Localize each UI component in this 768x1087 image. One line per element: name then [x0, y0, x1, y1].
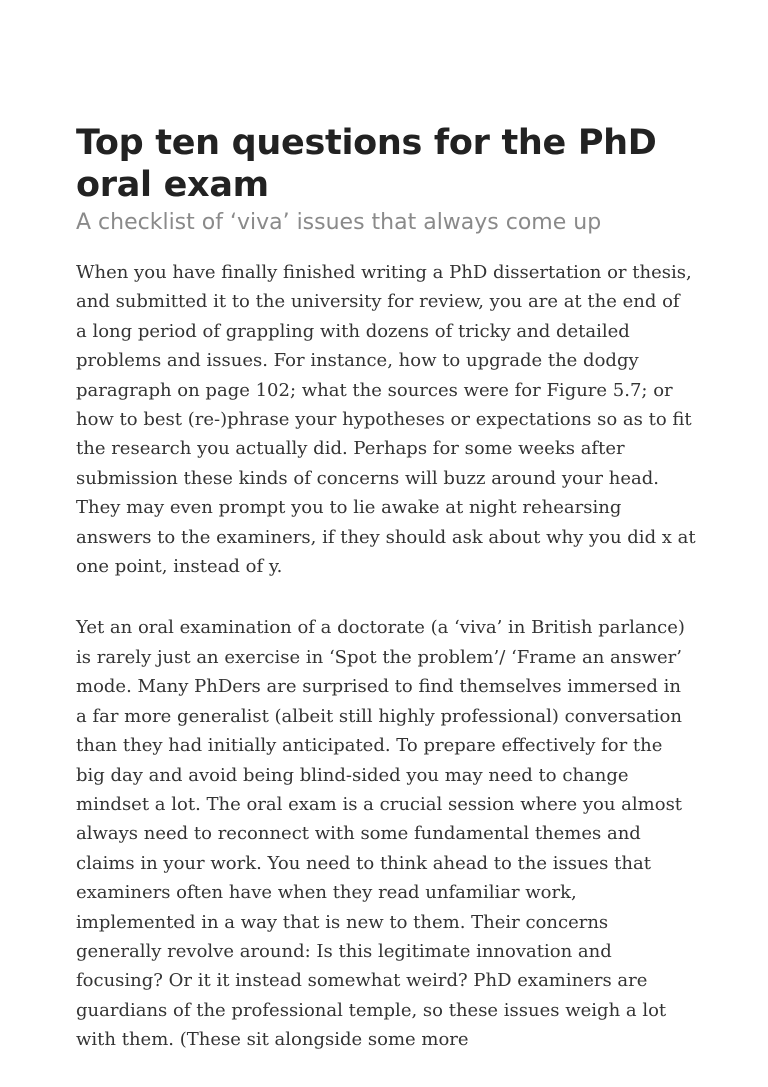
body-paragraph: When you have finally finished writing a PhD dissertation or thesis, and submitted it to the university for review, you are at the end of a long period of grappling with dozens of tricky and detailed problems and issues. For instance, how to upgrade the dodgy paragraph on page 102; what the sources were for Figure 5.7; or how to best (re-)phrase your hypotheses or expectations so as to fit the research you actually did. Perhaps for some weeks after submission these kinds of concerns will buzz around your head. They may even prompt you to lie awake at night rehearsing answers to the examiners, if they should ask about why you did x at one point, instead of y. — [76, 262, 696, 578]
article-body — [76, 258, 696, 1055]
article — [76, 122, 696, 1087]
body-paragraph: Yet an oral examination of a doctorate (a ‘viva’ in British parlance) is rarely just an exercise in ‘Spot the problem’/ ‘Frame an answer’ mode. Many PhDers are surprised to find themselves immersed in a far more generalist (albeit still highly professional) conversation than they had initially anticipated. To prepare effectively for the big day and avoid being blind-sided you may need to change mindset a lot. The oral exam is a crucial session where you almost always need to reconnect with some fundamental themes and claims in your work. You need to think ahead to the issues that examiners often have when they read unfamiliar work, implemented in a way that is new to them. Their concerns generally revolve around: Is this legitimate innovation and focusing? Or it it instead somewhat weird? PhD examiners are guardians of the professional temple, so these issues weigh a lot with them. (These sit alongside some more — [76, 617, 685, 1051]
article-standfirst: A checklist of ‘viva’ issues that always come up — [76, 210, 602, 235]
article-headline: Top ten questions for the PhD oral exam — [76, 123, 657, 205]
